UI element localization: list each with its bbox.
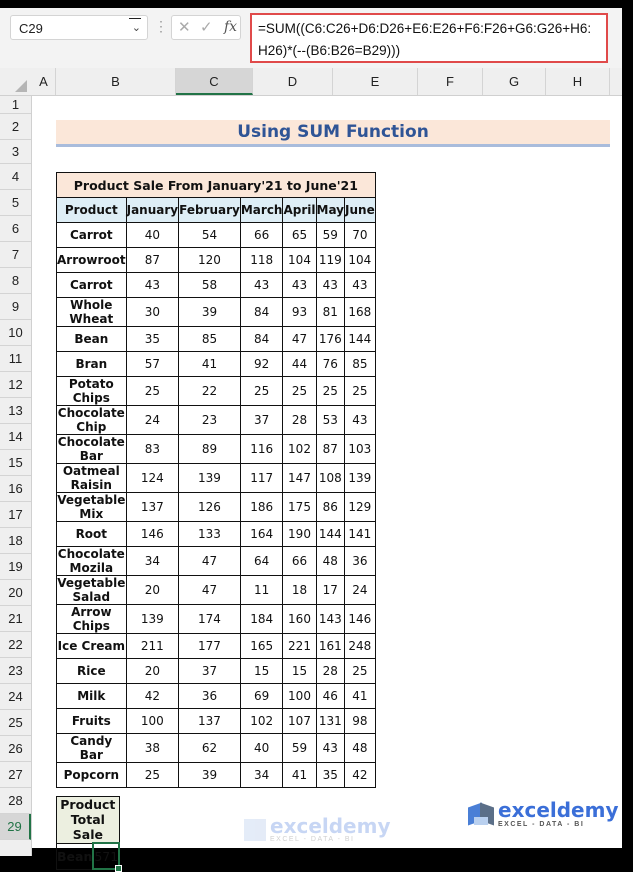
sale-cell-june[interactable]: 104 [345,248,376,273]
sale-cell-march[interactable]: 64 [240,547,283,576]
sale-cell-april[interactable]: 25 [283,377,316,406]
column-header-d[interactable]: D [253,68,333,95]
sale-cell-june[interactable]: 248 [345,634,376,659]
sale-cell-april[interactable]: 221 [283,634,316,659]
sale-cell-june[interactable]: 85 [345,352,376,377]
sale-cell-march[interactable]: 66 [240,223,283,248]
sale-cell-may[interactable]: 86 [316,493,345,522]
sale-cell-january[interactable]: 35 [126,327,179,352]
product-cell[interactable]: Root [57,522,127,547]
row-header-13[interactable]: 13 [0,398,31,424]
row-header-9[interactable]: 9 [0,294,31,320]
sale-cell-may[interactable]: 161 [316,634,345,659]
row-header-20[interactable]: 20 [0,580,31,606]
sale-cell-march[interactable]: 43 [240,273,283,298]
row-header-29[interactable]: 29 [0,814,31,840]
sale-cell-april[interactable]: 175 [283,493,316,522]
row-header-21[interactable]: 21 [0,606,31,632]
sale-cell-june[interactable]: 25 [345,659,376,684]
sale-cell-april[interactable]: 47 [283,327,316,352]
product-cell[interactable]: Carrot [57,223,127,248]
fill-handle[interactable] [115,865,122,872]
row-header-19[interactable]: 19 [0,554,31,580]
sale-cell-january[interactable]: 146 [126,522,179,547]
header-cell-march[interactable]: March [240,198,283,223]
sale-cell-june[interactable]: 141 [345,522,376,547]
row-header-16[interactable]: 16 [0,476,31,502]
sale-cell-march[interactable]: 37 [240,406,283,435]
sale-cell-may[interactable]: 35 [316,763,345,788]
table-caption[interactable]: Product Sale From January'21 to June'21 [57,173,376,198]
table-row [57,248,376,273]
logo-tagline: EXCEL - DATA - BI [498,821,585,828]
table-row [57,709,376,734]
table-row [57,576,376,605]
product-cell[interactable]: Vegetable Mix [57,493,126,521]
product-cell[interactable]: Oatmeal Raisin [57,464,127,493]
column-headers [0,68,622,96]
row-header-18[interactable]: 18 [0,528,31,554]
sale-cell-april[interactable]: 44 [283,352,316,377]
sale-cell-january[interactable]: 57 [126,352,179,377]
sale-cell-february[interactable]: 39 [179,298,241,327]
sale-cell-april[interactable]: 41 [283,763,316,788]
header-cell-june[interactable]: June [345,198,376,223]
sale-cell-march[interactable]: 184 [240,605,283,634]
sale-cell-april[interactable]: 100 [283,684,316,709]
cube-logo-icon [468,801,494,827]
watermark-brand: exceldemy [270,814,391,838]
table-row [57,605,376,634]
product-cell[interactable]: Arrowroot [57,248,127,273]
chevron-down-icon[interactable]: ⌄ [131,22,141,34]
sale-cell-february[interactable]: 137 [179,709,241,734]
sale-cell-february[interactable]: 58 [179,273,241,298]
header-cell-april[interactable]: April [283,198,316,223]
sale-cell-march[interactable]: 186 [240,493,283,522]
sale-cell-may[interactable]: 59 [316,223,345,248]
table-row [57,435,376,464]
sale-cell-april[interactable]: 104 [283,248,316,273]
table-row [57,464,376,493]
sale-cell-march[interactable]: 165 [240,634,283,659]
product-cell[interactable]: Vegetable Salad [57,576,126,604]
sale-cell-february[interactable]: 54 [179,223,241,248]
sale-cell-january[interactable]: 139 [126,605,179,634]
sale-cell-march[interactable]: 84 [240,298,283,327]
sale-cell-may[interactable]: 143 [316,605,345,634]
sale-cell-february[interactable]: 41 [179,352,241,377]
sale-cell-february[interactable]: 23 [179,406,241,435]
sale-cell-march[interactable]: 92 [240,352,283,377]
sale-cell-april[interactable]: 107 [283,709,316,734]
sale-cell-january[interactable]: 25 [126,377,179,406]
row-header-11[interactable]: 11 [0,346,31,372]
sale-cell-march[interactable]: 118 [240,248,283,273]
product-cell[interactable]: Carrot [57,273,127,298]
summary-total-cell[interactable] [93,843,119,869]
row-header-6[interactable]: 6 [0,216,31,242]
table-row [57,634,376,659]
sale-cell-may[interactable]: 119 [316,248,345,273]
sale-cell-may[interactable]: 43 [316,273,345,298]
sale-cell-january[interactable]: 38 [126,734,179,763]
product-cell[interactable]: Arrow Chips [57,605,127,634]
sale-cell-may[interactable]: 17 [316,576,345,605]
sale-cell-march[interactable]: 102 [240,709,283,734]
sale-cell-february[interactable]: 39 [179,763,241,788]
product-cell[interactable]: Candy Bar [57,734,127,763]
table-row [57,406,376,435]
sale-cell-june[interactable]: 24 [345,576,376,605]
column-header-g[interactable]: G [483,68,546,95]
sale-cell-january[interactable]: 124 [126,464,179,493]
sale-cell-april[interactable]: 102 [283,435,316,464]
column-header-c[interactable]: C [176,68,253,95]
column-header-f[interactable]: F [418,68,483,95]
row-header-25[interactable]: 25 [0,710,31,736]
header-cell-february[interactable]: February [179,198,241,223]
summary-product-cell[interactable]: Bean [57,843,94,869]
sale-cell-march[interactable]: 69 [240,684,283,709]
watermark-tagline: EXCEL - DATA - BI [270,836,355,843]
sale-cell-january[interactable]: 24 [126,406,179,435]
header-cell-may[interactable]: May [316,198,345,223]
sale-cell-february[interactable]: 47 [179,576,241,605]
formula-input[interactable]: =SUM((C6:C26+D6:D26+E6:E26+F6:F26+G6:G26+H6:H26)*(--(B6:B26=B29))) [250,13,608,63]
sale-cell-january[interactable]: 42 [126,684,179,709]
sale-cell-april[interactable]: 93 [283,298,316,327]
table-row [57,547,376,576]
product-cell[interactable]: Chocolate Mozila [57,547,125,575]
column-header-e[interactable]: E [333,68,418,95]
summary-total-value: 571 [94,848,119,864]
sale-cell-january[interactable]: 100 [126,709,179,734]
product-cell[interactable]: Potato Chips [57,377,127,406]
row-header-5[interactable]: 5 [0,190,31,216]
sale-cell-april[interactable]: 28 [283,406,316,435]
sale-cell-february[interactable]: 177 [179,634,241,659]
row-header-4[interactable]: 4 [0,164,31,190]
row-header-8[interactable]: 8 [0,268,31,294]
sale-cell-march[interactable]: 164 [240,522,283,547]
sale-cell-march[interactable]: 116 [240,435,283,464]
sale-cell-january[interactable]: 40 [126,223,179,248]
check-icon[interactable]: ✓ [200,19,213,36]
table-row [57,734,376,763]
product-cell[interactable]: Bran [57,352,127,377]
row-header-15[interactable]: 15 [0,450,31,476]
table-row [57,659,376,684]
row-header-7[interactable]: 7 [0,242,31,268]
sale-cell-january[interactable]: 20 [126,576,179,605]
sale-cell-may[interactable]: 53 [316,406,345,435]
sale-cell-february[interactable]: 133 [179,522,241,547]
sale-cell-february[interactable]: 126 [179,493,241,522]
sale-cell-june[interactable]: 146 [345,605,376,634]
sale-cell-january[interactable]: 30 [126,298,179,327]
sale-cell-march[interactable]: 11 [240,576,283,605]
sheet-title: Using SUM Function [56,120,610,147]
sale-cell-june[interactable]: 144 [345,327,376,352]
logo-brand: exceldemy [498,798,619,822]
sale-cell-april[interactable]: 18 [283,576,316,605]
row-header-28[interactable]: 28 [0,788,31,814]
name-box[interactable] [10,15,148,40]
watermark [244,816,391,843]
sale-cell-june[interactable]: 41 [345,684,376,709]
sale-cell-january[interactable]: 43 [126,273,179,298]
summary-header[interactable]: Product Total Sale [57,797,120,844]
sale-cell-may[interactable]: 108 [316,464,345,493]
sale-cell-march[interactable]: 84 [240,327,283,352]
table-row [57,352,376,377]
sale-cell-may[interactable]: 28 [316,659,345,684]
column-header-h[interactable]: H [546,68,610,95]
table-row [57,327,376,352]
sale-cell-march[interactable]: 40 [240,734,283,763]
sale-cell-june[interactable]: 129 [345,493,376,522]
sale-cell-january[interactable]: 83 [126,435,179,464]
table-row [57,223,376,248]
sale-cell-february[interactable]: 89 [179,435,241,464]
row-headers [0,96,32,856]
table-row [57,298,376,327]
sale-cell-april[interactable]: 147 [283,464,316,493]
sale-cell-june[interactable]: 98 [345,709,376,734]
row-header-2[interactable]: 2 [0,114,31,140]
sale-cell-january[interactable]: 34 [126,547,179,576]
sale-cell-april[interactable]: 160 [283,605,316,634]
sale-cell-april[interactable]: 65 [283,223,316,248]
sale-cell-april[interactable]: 43 [283,273,316,298]
sale-cell-january[interactable]: 20 [126,659,179,684]
column-header-b[interactable]: B [56,68,176,95]
sale-cell-june[interactable]: 139 [345,464,376,493]
row-header-27[interactable]: 27 [0,762,31,788]
sale-cell-may[interactable]: 43 [316,734,345,763]
product-cell[interactable]: Bean [57,327,127,352]
sale-cell-february[interactable]: 120 [179,248,241,273]
table-row [57,273,376,298]
sale-cell-january[interactable]: 211 [126,634,179,659]
sale-cell-april[interactable]: 66 [283,547,316,576]
select-all-corner[interactable] [15,80,27,92]
sale-cell-march[interactable]: 34 [240,763,283,788]
table-row [57,493,376,522]
sale-cell-may[interactable]: 131 [316,709,345,734]
sale-cell-may[interactable]: 76 [316,352,345,377]
row-header-26[interactable]: 26 [0,736,31,762]
header-cell-january[interactable]: January [126,198,179,223]
sale-cell-may[interactable]: 48 [316,547,345,576]
table-row [57,522,376,547]
sale-cell-february[interactable]: 22 [179,377,241,406]
row-header-23[interactable]: 23 [0,658,31,684]
sale-cell-january[interactable]: 25 [126,763,179,788]
formula-controls [171,15,241,40]
sale-cell-february[interactable]: 36 [179,684,241,709]
fx-icon[interactable]: fx [224,19,238,35]
name-box-value: C29 [19,21,43,36]
sale-cell-may[interactable]: 87 [316,435,345,464]
row-header-10[interactable]: 10 [0,320,31,346]
sale-cell-february[interactable]: 47 [179,547,241,576]
sale-cell-february[interactable]: 85 [179,327,241,352]
sale-cell-january[interactable]: 137 [126,493,179,522]
sale-cell-april[interactable]: 15 [283,659,316,684]
product-cell[interactable]: Popcorn [57,763,127,788]
sale-cell-june[interactable]: 103 [345,435,376,464]
row-header-22[interactable]: 22 [0,632,31,658]
sale-cell-february[interactable]: 174 [179,605,241,634]
sale-cell-june[interactable]: 36 [345,547,376,576]
more-options-icon[interactable]: ⋮ [154,18,168,34]
exceldemy-logo [468,800,619,828]
table-row [57,684,376,709]
row-header-24[interactable]: 24 [0,684,31,710]
product-cell[interactable]: Ice Cream [57,634,127,659]
sale-cell-april[interactable]: 59 [283,734,316,763]
sale-cell-february[interactable]: 139 [179,464,241,493]
product-cell[interactable]: Whole Wheat [57,298,127,327]
sale-cell-june[interactable]: 25 [345,377,376,406]
product-cell[interactable]: Chocolate Bar [57,435,125,463]
sale-cell-june[interactable]: 168 [345,298,376,327]
sale-cell-may[interactable]: 46 [316,684,345,709]
table-row [57,377,376,406]
row-header-12[interactable]: 12 [0,372,31,398]
sale-cell-march[interactable]: 25 [240,377,283,406]
table-header-row [57,198,376,223]
excel-window [0,8,622,864]
sale-cell-may[interactable]: 144 [316,522,345,547]
row-header-14[interactable]: 14 [0,424,31,450]
sale-cell-june[interactable]: 43 [345,273,376,298]
product-cell[interactable]: Chocolate Chip [57,406,125,434]
watermark-logo-icon [244,819,266,841]
table-row [57,763,376,788]
sale-cell-february[interactable]: 62 [179,734,241,763]
sale-cell-january[interactable]: 87 [126,248,179,273]
sale-cell-march[interactable]: 117 [240,464,283,493]
product-cell[interactable]: Milk [57,684,127,709]
sale-cell-march[interactable]: 15 [240,659,283,684]
sale-cell-may[interactable]: 25 [316,377,345,406]
row-header-17[interactable]: 17 [0,502,31,528]
sale-cell-april[interactable]: 190 [283,522,316,547]
sale-cell-june[interactable]: 43 [345,406,376,435]
sale-cell-may[interactable]: 176 [316,327,345,352]
product-cell[interactable]: Fruits [57,709,127,734]
formula-bar [0,8,622,68]
sale-cell-june[interactable]: 42 [345,763,376,788]
sale-cell-june[interactable]: 48 [345,734,376,763]
sale-cell-may[interactable]: 81 [316,298,345,327]
summary-table [56,796,120,870]
row-header-3[interactable]: 3 [0,140,31,164]
sale-cell-june[interactable]: 70 [345,223,376,248]
cross-icon[interactable]: ✕ [178,19,191,36]
sales-table [56,172,376,788]
row-header-1[interactable]: 1 [0,96,31,114]
product-cell[interactable]: Rice [57,659,127,684]
column-header-a[interactable]: A [32,68,56,95]
header-cell-product[interactable]: Product [57,198,127,223]
sale-cell-february[interactable]: 37 [179,659,241,684]
